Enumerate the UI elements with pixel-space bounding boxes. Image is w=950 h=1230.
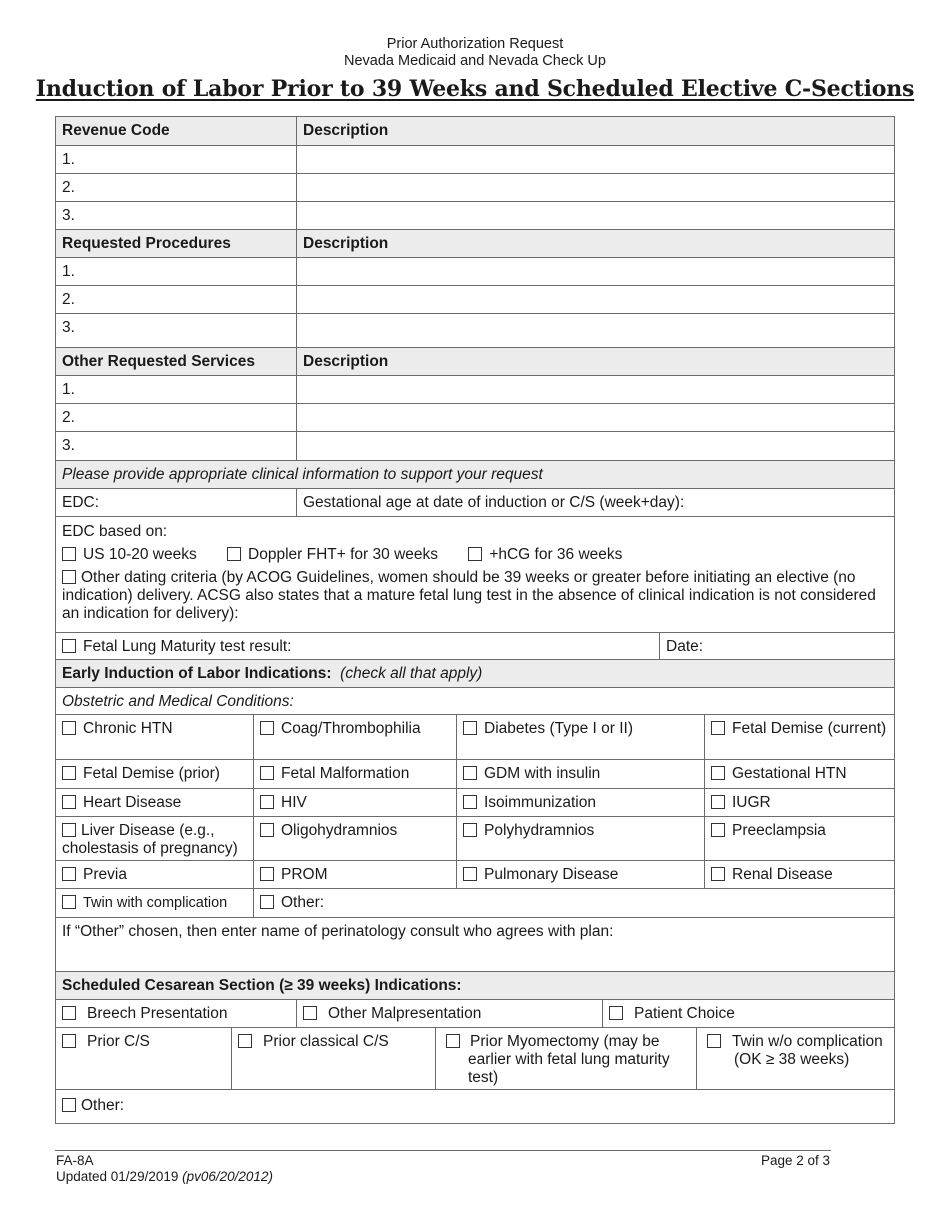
us-label: US 10-20 weeks [83, 546, 197, 563]
procedure-row [56, 258, 894, 286]
checkbox-cesarean-other[interactable] [62, 1098, 76, 1112]
condition-option[interactable] [704, 789, 894, 816]
procedure-description-field[interactable] [296, 258, 894, 285]
revenue-description-field[interactable] [296, 174, 894, 201]
revenue-description-field[interactable] [296, 146, 894, 173]
condition-option[interactable] [253, 861, 456, 888]
procedure-row [56, 314, 894, 348]
condition-checkbox[interactable] [62, 823, 76, 837]
edc-field[interactable]: EDC: [62, 494, 100, 511]
hcg-label: +hCG for 36 weeks [489, 546, 623, 563]
condition-checkbox[interactable] [463, 867, 477, 881]
twin-wo-complication-label: Twin w/o complication (OK ≥ 38 weeks) [732, 1033, 883, 1068]
early-induction-header-row [56, 660, 894, 688]
condition-checkbox[interactable] [711, 823, 725, 837]
fetal-lung-row [56, 633, 894, 660]
condition-checkbox[interactable] [711, 795, 725, 809]
checkbox-hcg[interactable] [468, 547, 482, 561]
breech-label: Breech Presentation [87, 1005, 228, 1022]
condition-row [56, 715, 894, 760]
condition-checkbox[interactable] [260, 867, 274, 881]
procedure-row [56, 286, 894, 314]
condition-option[interactable] [56, 861, 253, 888]
revenue-code-field[interactable]: 2. [62, 179, 75, 196]
checkbox-early-other[interactable] [260, 895, 274, 909]
checkbox-fetal-lung[interactable] [62, 639, 76, 653]
condition-option[interactable] [56, 715, 253, 759]
doppler-label: Doppler FHT+ for 30 weeks [248, 546, 438, 563]
checkbox-malpresentation[interactable] [303, 1006, 317, 1020]
us-option[interactable] [62, 546, 197, 563]
condition-label: Heart Disease [83, 794, 182, 811]
condition-option[interactable] [253, 715, 456, 759]
breech-option[interactable] [56, 1000, 296, 1027]
cesarean-header-row [56, 972, 894, 1000]
condition-checkbox[interactable] [62, 867, 76, 881]
condition-label: Polyhydramnios [484, 822, 595, 839]
condition-checkbox[interactable] [62, 766, 76, 780]
condition-label: Previa [83, 866, 127, 883]
revenue-code-header: Revenue Code [62, 122, 170, 139]
malpresentation-option[interactable] [296, 1000, 602, 1027]
twin-wo-complication-option[interactable] [696, 1028, 894, 1089]
condition-checkbox[interactable] [260, 795, 274, 809]
condition-option[interactable] [56, 760, 253, 788]
early-induction-heading: Early Induction of Labor Indications: [62, 665, 332, 682]
checkbox-us[interactable] [62, 547, 76, 561]
checkbox-prior-classical[interactable] [238, 1034, 252, 1048]
condition-option[interactable] [704, 817, 894, 860]
patient-choice-option[interactable] [602, 1000, 894, 1027]
condition-label: Oligohydramnios [281, 822, 398, 839]
service-field[interactable]: 1. [62, 381, 75, 398]
procedure-field[interactable]: 3. [62, 319, 75, 336]
condition-label: Coag/Thrombophilia [281, 720, 421, 737]
procedures-description-header: Description [296, 230, 894, 257]
cesarean-other-label: Other: [81, 1097, 125, 1114]
prior-myomectomy-label: Prior Myomectomy (may be earlier with fetal lung maturity test) [468, 1033, 670, 1086]
services-header-row [56, 348, 894, 376]
early-induction-hint: (check all that apply) [340, 665, 483, 682]
header-line-2: Nevada Medicaid and Nevada Check Up [344, 53, 606, 69]
twin-complication-label: Twin with complication [83, 895, 228, 911]
condition-label: Isoimmunization [484, 794, 596, 811]
condition-checkbox[interactable] [711, 867, 725, 881]
cesarean-row-1 [56, 1000, 894, 1028]
procedure-description-field[interactable] [296, 286, 894, 313]
service-field[interactable]: 3. [62, 437, 75, 454]
previous-version: (pv06/20/2012) [182, 1169, 273, 1184]
condition-option[interactable] [253, 760, 456, 788]
obstetric-subheading-row [56, 688, 894, 715]
fetal-lung-date-field[interactable]: Date: [659, 633, 894, 659]
twin-complication-option[interactable] [56, 889, 253, 917]
prior-cs-label: Prior C/S [87, 1033, 150, 1050]
procedure-field[interactable]: 1. [62, 263, 75, 280]
checkbox-doppler[interactable] [227, 547, 241, 561]
edc-options [62, 546, 888, 564]
page-title: Induction of Labor Prior to 39 Weeks and Scheduled Elective C-Sections [35, 76, 915, 102]
condition-option[interactable] [456, 817, 704, 860]
service-row [56, 404, 894, 432]
condition-option[interactable] [456, 760, 704, 788]
condition-row [56, 760, 894, 789]
footer-rule [55, 1150, 831, 1151]
twin-other-row [56, 889, 894, 918]
checkbox-breech[interactable] [62, 1006, 76, 1020]
condition-label: PROM [281, 866, 328, 883]
patient-choice-label: Patient Choice [634, 1005, 735, 1022]
condition-checkbox[interactable] [62, 721, 76, 735]
condition-row [56, 817, 894, 861]
condition-option[interactable] [56, 817, 253, 860]
condition-label: Gestational HTN [732, 765, 847, 782]
service-row [56, 432, 894, 461]
checkbox-patient-choice[interactable] [609, 1006, 623, 1020]
prior-classical-option[interactable] [231, 1028, 435, 1089]
edc-based-on-row [56, 517, 894, 633]
early-other-label: Other: [281, 894, 325, 911]
revenue-row [56, 174, 894, 202]
condition-option[interactable] [456, 789, 704, 816]
revenue-description-field[interactable] [296, 202, 894, 229]
cesarean-other-field[interactable] [56, 1090, 894, 1123]
checkbox-twin-wo-complication[interactable] [707, 1034, 721, 1048]
prior-cs-option[interactable] [56, 1028, 231, 1089]
condition-checkbox[interactable] [260, 823, 274, 837]
condition-checkbox[interactable] [711, 766, 725, 780]
procedures-header-row [56, 230, 894, 258]
condition-checkbox[interactable] [62, 795, 76, 809]
revenue-header-row [56, 117, 894, 146]
header-line-1: Prior Authorization Request [386, 36, 564, 52]
service-description-field[interactable] [296, 404, 894, 431]
condition-label: GDM with insulin [484, 765, 601, 782]
prior-myomectomy-option[interactable] [435, 1028, 696, 1089]
service-description-field[interactable] [296, 432, 894, 460]
doppler-option[interactable] [227, 546, 438, 563]
service-field[interactable]: 2. [62, 409, 75, 426]
revenue-description-header: Description [296, 117, 894, 145]
condition-checkbox[interactable] [463, 721, 477, 735]
condition-option[interactable] [456, 715, 704, 759]
page-number: Page 2 of 3 [760, 1153, 830, 1168]
cesarean-row-2 [56, 1028, 894, 1090]
edc-based-on-label: EDC based on: [62, 523, 168, 540]
service-row [56, 376, 894, 404]
condition-label: Renal Disease [732, 866, 833, 883]
service-description-field[interactable] [296, 376, 894, 403]
condition-checkbox[interactable] [463, 795, 477, 809]
condition-option[interactable] [253, 789, 456, 816]
condition-label: Preeclampsia [732, 822, 826, 839]
revenue-code-field[interactable]: 1. [62, 151, 75, 168]
checkbox-other-dating[interactable] [62, 570, 76, 584]
cesarean-other-row [56, 1090, 894, 1123]
procedures-header: Requested Procedures [62, 235, 231, 252]
hcg-option[interactable] [468, 546, 622, 563]
condition-option[interactable] [456, 861, 704, 888]
condition-label: HIV [281, 794, 307, 811]
revenue-row [56, 202, 894, 230]
checkbox-twin-complication[interactable] [62, 895, 76, 909]
condition-label: Liver Disease (e.g., cholestasis of pregnancy) [62, 822, 238, 857]
revenue-code-field[interactable]: 3. [62, 207, 75, 224]
other-dating-label: Other dating criteria (by ACOG Guidelines, women should be 39 weeks or greater before initiating an elective (no indication) delivery. ACSG also states that a mature fetal lung test in the absence of clinical indication is not considered an indication for delivery): [62, 569, 876, 622]
condition-row [56, 789, 894, 817]
condition-row [56, 861, 894, 889]
services-header: Other Requested Services [62, 353, 255, 370]
cesarean-header: Scheduled Cesarean Section (≥ 39 weeks) Indications: [62, 977, 462, 994]
clinical-note-row [56, 461, 894, 489]
condition-option[interactable] [704, 861, 894, 888]
gestational-age-field[interactable]: Gestational age at date of induction or C/S (week+day): [296, 489, 894, 516]
checkbox-prior-cs[interactable] [62, 1034, 76, 1048]
clinical-note: Please provide appropriate clinical information to support your request [62, 466, 543, 483]
condition-label: Fetal Demise (current) [732, 720, 887, 737]
condition-label: Fetal Malformation [281, 765, 410, 782]
malpresentation-label: Other Malpresentation [328, 1005, 482, 1022]
condition-checkbox[interactable] [260, 721, 274, 735]
updated-date: Updated 01/29/2019 [56, 1169, 179, 1184]
condition-option[interactable] [253, 817, 456, 860]
condition-checkbox[interactable] [260, 766, 274, 780]
procedure-description-field[interactable] [296, 314, 894, 347]
perinatology-consult-field[interactable]: If “Other” chosen, then enter name of perinatology consult who agrees with plan: [62, 923, 614, 940]
fetal-lung-option[interactable] [56, 633, 659, 659]
condition-label: Fetal Demise (prior) [83, 765, 220, 782]
condition-label: Pulmonary Disease [484, 866, 619, 883]
condition-checkbox[interactable] [463, 766, 477, 780]
services-description-header: Description [296, 348, 894, 375]
footer-updated [56, 1169, 273, 1184]
condition-checkbox[interactable] [711, 721, 725, 735]
edc-row [56, 489, 894, 517]
early-induction-header [56, 660, 894, 687]
prior-classical-label: Prior classical C/S [263, 1033, 389, 1050]
condition-option[interactable] [56, 789, 253, 816]
condition-checkbox[interactable] [463, 823, 477, 837]
condition-label: Chronic HTN [83, 720, 173, 737]
consult-row [56, 918, 894, 972]
other-dating-option [62, 569, 888, 623]
prior-auth-form [55, 116, 895, 1124]
procedure-field[interactable]: 2. [62, 291, 75, 308]
condition-label: IUGR [732, 794, 771, 811]
early-other-field[interactable] [253, 889, 894, 917]
condition-label: Diabetes (Type I or II) [484, 720, 634, 737]
fetal-lung-label: Fetal Lung Maturity test result: [83, 638, 292, 655]
checkbox-prior-myomectomy[interactable] [446, 1034, 460, 1048]
edc-based-on-section [56, 517, 894, 632]
obstetric-subheading: Obstetric and Medical Conditions: [62, 693, 294, 710]
form-id: FA-8A [56, 1153, 94, 1168]
condition-option[interactable] [704, 760, 894, 788]
condition-option[interactable] [704, 715, 894, 759]
revenue-row [56, 146, 894, 174]
